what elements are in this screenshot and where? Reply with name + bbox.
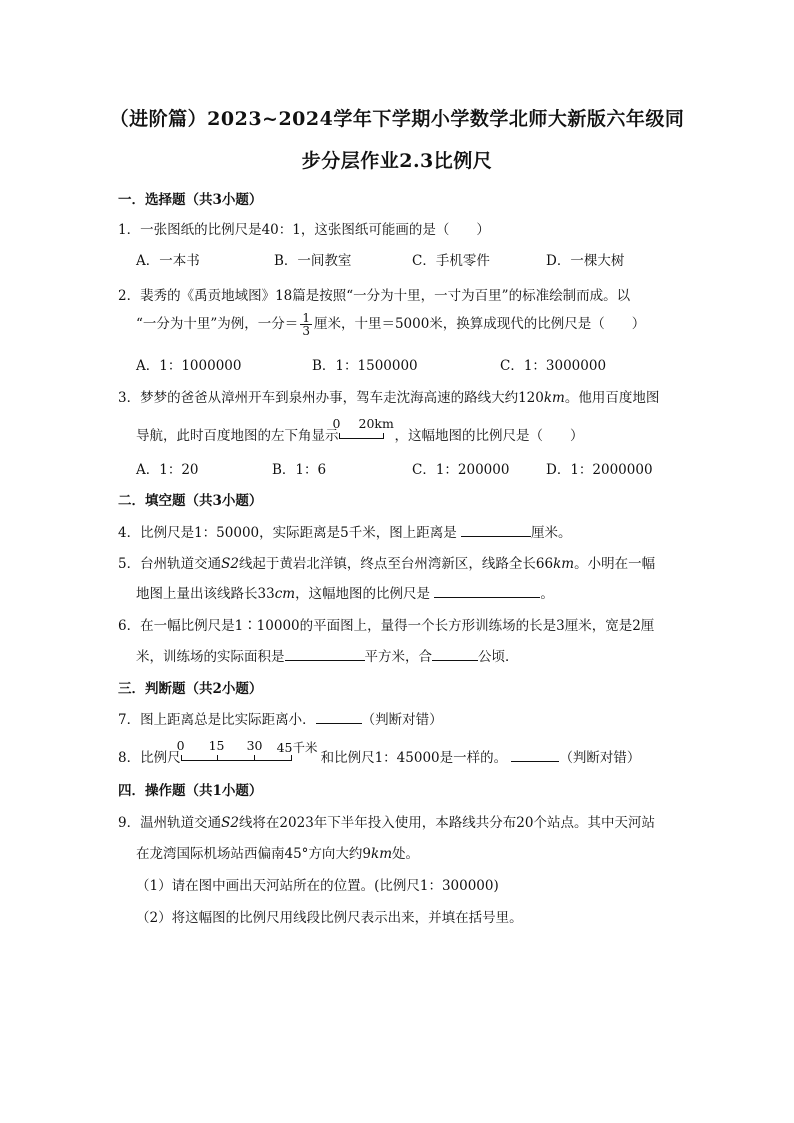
question-1-text: 1．一张图纸的比例尺是40：1，这张图纸可能画的是（ ） xyxy=(118,222,490,238)
question-8-pre: 8．比例尺 xyxy=(118,750,181,766)
scale-tick xyxy=(181,755,182,761)
question-5-line2-pre: 地图上量出该线路长33 xyxy=(136,586,275,602)
answer-blank[interactable] xyxy=(461,522,531,537)
section-heading-judge: 三．判断题（共2小题） xyxy=(118,681,263,697)
scale-bar xyxy=(339,438,383,439)
question-3-option-a: A．1：20 xyxy=(136,462,199,478)
scale-label-0: 0 xyxy=(176,737,185,753)
fraction-numerator: 1 xyxy=(302,311,310,325)
question-2-option-c: C．1：3000000 xyxy=(500,358,607,374)
question-5-line2-mid: ，这幅地图的比例尺是 xyxy=(295,586,431,602)
answer-blank[interactable] xyxy=(511,747,559,762)
question-2-option-b: B．1：1500000 xyxy=(312,358,418,374)
question-7-text xyxy=(118,708,443,728)
question-1-option-c: C．手机零件 xyxy=(412,253,490,269)
question-9-line2-post: 处。 xyxy=(392,846,420,862)
question-2-line2-post: 厘米，十里＝5000米，换算成现代的比例尺是（ ） xyxy=(313,316,646,332)
question-2-line2-pre: “一分为十里”为例，一分＝ xyxy=(136,316,299,332)
section-heading-operation: 四．操作题（共1小题） xyxy=(118,783,263,799)
question-8-text xyxy=(118,737,641,768)
unit-km: km xyxy=(371,846,393,862)
scale-label-0: 0 xyxy=(332,415,341,431)
question-6-line2-post: 公顷． xyxy=(478,649,519,665)
question-7-post: （判断对错） xyxy=(361,712,443,728)
question-4-post: 厘米。 xyxy=(531,525,572,541)
answer-blank[interactable] xyxy=(432,646,478,661)
answer-blank[interactable] xyxy=(316,709,362,724)
question-9-line1-post: 线将在2023年下半年投入使用，本路线共分布20个站点。其中天河站 xyxy=(238,815,655,831)
question-6-line1: 6．在一幅比例尺是1∶10000的平面图上，量得一个长方形训练场的长是3厘米，宽是2厘 xyxy=(118,618,655,634)
scale-tick xyxy=(291,755,292,761)
question-6-line2-mid: 平方米，合 xyxy=(364,649,432,665)
question-9-line1 xyxy=(118,811,655,831)
question-1-option-a: A．一本书 xyxy=(136,253,200,269)
question-9-line1-pre: 9．温州轨道交通 xyxy=(118,815,222,831)
scale-tick xyxy=(254,755,255,761)
question-2-option-a: A．1：1000000 xyxy=(136,358,242,374)
section-heading-fill: 二．填空题（共3小题） xyxy=(118,493,263,509)
question-5-line2-post: 。 xyxy=(540,586,554,602)
question-8-post: （判断对错） xyxy=(559,750,641,766)
unit-cm: cm xyxy=(274,586,296,602)
scale-tick xyxy=(339,433,340,439)
scale-tick xyxy=(217,755,218,761)
unit-km: km xyxy=(553,556,575,572)
question-3-line1-pre: 3．梦梦的爸爸从漳州开车到泉州办事，驾车走沈海高速的路线大约120 xyxy=(118,390,544,406)
question-9-line2-pre: 在龙湾国际机场站西偏南45°方向大约9 xyxy=(136,846,372,862)
question-5-line2 xyxy=(136,582,554,602)
question-5-line1-mid: 线起于黄岩北洋镇，终点至台州湾新区，线路全长66 xyxy=(238,556,554,572)
scale-label-45km: 45千米 xyxy=(276,739,318,755)
question-3-line2 xyxy=(136,415,584,446)
question-5-line1-post: 。小明在一幅 xyxy=(574,556,656,572)
page-title-line1: （进阶篇）2023~2024学年下学期小学数学北师大新版六年级同 xyxy=(109,108,685,130)
question-6-line2-pre: 米，训练场的实际面积是 xyxy=(136,649,285,665)
question-1-option-d: D．一棵大树 xyxy=(546,253,625,269)
question-3-option-b: B．1：6 xyxy=(272,462,327,478)
question-9-sub-1: （1）请在图中画出天河站所在的位置。(比例尺1：300000) xyxy=(136,878,499,894)
question-2-line2 xyxy=(136,312,645,337)
line-scale-20km xyxy=(332,415,395,446)
question-1-option-b: B．一间教室 xyxy=(274,253,352,269)
line-s2-label: S2 xyxy=(221,556,239,572)
line-s2-label: S2 xyxy=(221,815,239,831)
question-4-pre: 4．比例尺是1：50000，实际距离是5千米，图上距离是 xyxy=(118,525,457,541)
scale-label-20km: 20km xyxy=(358,415,394,431)
question-7-pre: 7．图上距离总是比实际距离小． xyxy=(118,712,316,728)
question-3-option-d: D．1：2000000 xyxy=(546,462,653,478)
scale-bar xyxy=(181,760,291,761)
question-5-line1-pre: 5．台州轨道交通 xyxy=(118,556,222,572)
page-title-line2: 步分层作业2.3比例尺 xyxy=(301,150,493,172)
question-8-mid: 和比例尺1：45000是一样的。 xyxy=(320,750,508,766)
question-6-line2 xyxy=(136,645,519,665)
question-9-line2 xyxy=(136,842,419,862)
scale-label-15: 15 xyxy=(208,737,225,753)
question-2-line1: 2．裴秀的《禹贡地域图》18篇是按照“一分为十里，一寸为百里”的标准绘制而成。以 xyxy=(118,288,631,304)
scale-tick xyxy=(383,433,384,439)
line-scale-45km xyxy=(176,737,321,768)
scale-label-30: 30 xyxy=(246,737,263,753)
answer-blank[interactable] xyxy=(285,646,365,661)
question-3-line2-pre: 导航，此时百度地图的左下角显示 xyxy=(136,428,339,444)
question-3-line1 xyxy=(118,386,659,406)
question-3-line2-post: ，这幅地图的比例尺是（ ） xyxy=(394,428,584,444)
question-3-option-c: C．1：200000 xyxy=(412,462,510,478)
question-4-text xyxy=(118,521,572,541)
question-3-line1-post: 。他用百度地图 xyxy=(564,390,660,406)
question-5-line1 xyxy=(118,552,655,572)
section-heading-choice: 一．选择题（共3小题） xyxy=(118,192,263,208)
fraction-one-third xyxy=(300,312,312,337)
unit-km: km xyxy=(543,390,565,406)
question-9-sub-2: （2）将这幅图的比例尺用线段比例尺表示出来，并填在括号里。 xyxy=(136,910,523,926)
fraction-denominator: 3 xyxy=(302,324,310,338)
answer-blank[interactable] xyxy=(434,583,540,598)
